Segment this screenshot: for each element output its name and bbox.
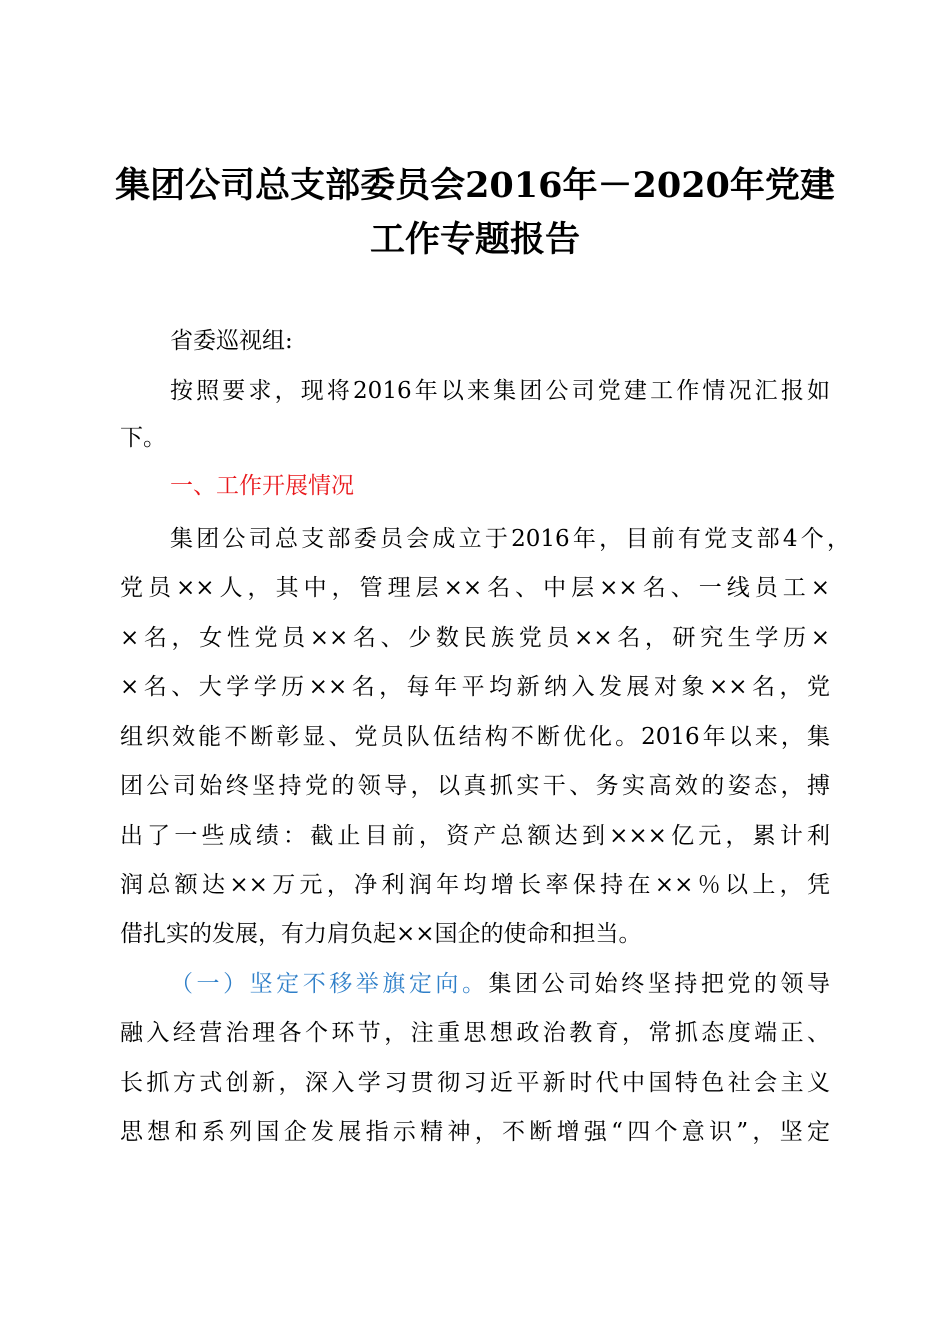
paragraph-1-line-8: 润总额达××万元，净利润年均增长率保持在××％以上，凭 xyxy=(120,872,830,898)
document-title-line-2: 工作专题报告 xyxy=(369,219,580,260)
paragraph-2-line-4: 思想和系列国企发展指示精神，不断增强“四个意识”，坚定 xyxy=(120,1119,830,1145)
paragraph-1-line-3: ×名，女性党员××名、少数民族党员××名，研究生学历× xyxy=(120,625,830,651)
paragraph-1-line-9: 借扎实的发展，有力肩负起××国企的使命和担当。 xyxy=(120,921,642,947)
paragraph-1-line-5: 组织效能不断彰显、党员队伍结构不断优化。2016年以来，集 xyxy=(120,724,830,750)
paragraph-1-line-4: ×名、大学学历××名，每年平均新纳入发展对象××名，党 xyxy=(120,674,830,700)
paragraph-2-line-3: 长抓方式创新，深入学习贯彻习近平新时代中国特色社会主义 xyxy=(120,1070,830,1096)
document-title-line-1: 集团公司总支部委员会2016年－2020年党建 xyxy=(115,165,835,206)
section-heading: 一、工作开展情况 xyxy=(170,473,354,499)
subsection-heading: （一）坚定不移举旗定向。 xyxy=(170,971,489,997)
intro-line-1: 按照要求，现将2016年以来集团公司党建工作情况汇报如 xyxy=(170,378,830,404)
paragraph-2-line-1 xyxy=(170,969,830,999)
paragraph-1-line-6: 团公司始终坚持党的领导，以真抓实干、务实高效的姿态，搏 xyxy=(120,773,830,799)
intro-line-2: 下。 xyxy=(120,425,166,451)
paragraph-1-line-1: 集团公司总支部委员会成立于2016年，目前有党支部4个， xyxy=(170,526,850,552)
paragraph-2-line-2: 融入经营治理各个环节，注重思想政治教育，常抓态度端正、 xyxy=(120,1020,830,1046)
paragraph-1-line-7: 出了一些成绩：截止目前，资产总额达到×××亿元，累计利 xyxy=(120,823,830,849)
paragraph-1-line-2: 党员××人，其中，管理层××名、中层××名、一线员工× xyxy=(120,575,830,601)
salutation: 省委巡视组: xyxy=(170,328,293,354)
paragraph-2-line-1-text: 集团公司始终坚持把党的领导 xyxy=(488,971,831,997)
